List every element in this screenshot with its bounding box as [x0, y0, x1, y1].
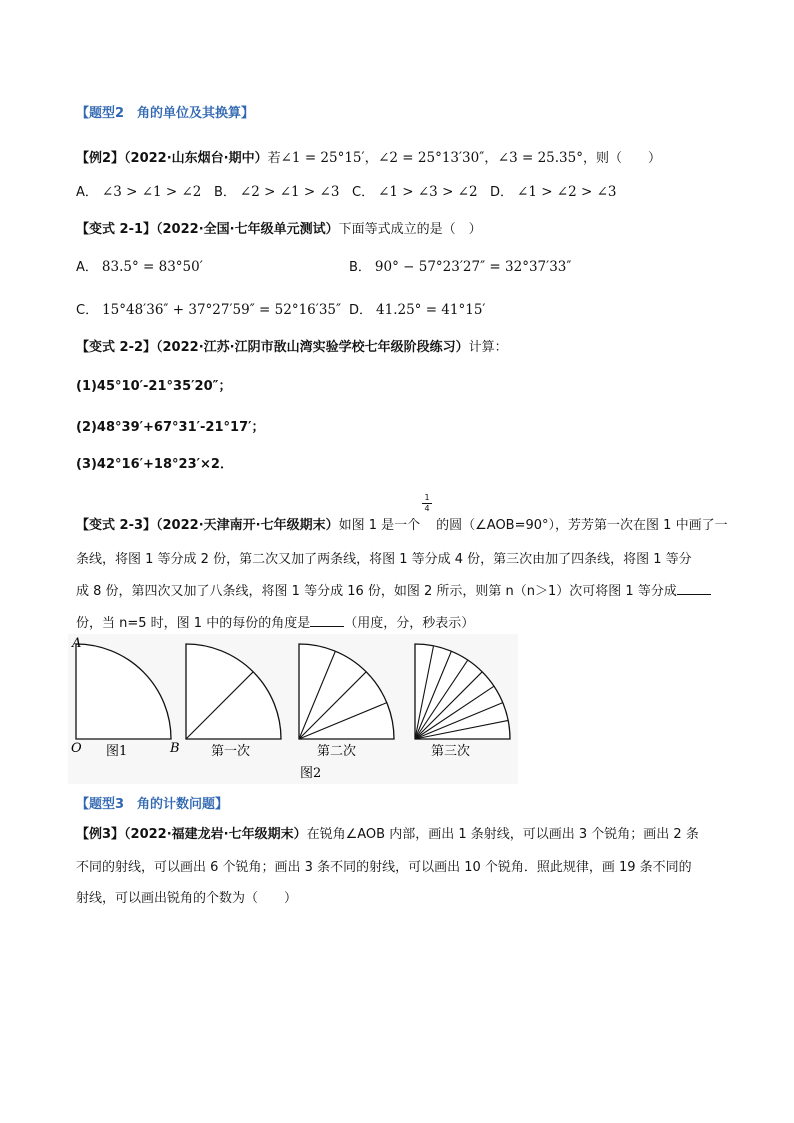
option-b	[349, 256, 571, 275]
variant-2-2-stem	[76, 336, 508, 355]
option-a	[76, 181, 201, 200]
option-letter: B．	[349, 260, 371, 275]
calc-item-1: (1)45°10′-21°35′20″；	[76, 379, 232, 394]
example-3-line1	[76, 823, 699, 842]
option-b	[214, 181, 339, 200]
option-expr: ∠2 > ∠1 > ∠3	[239, 184, 340, 200]
option-letter: A．	[76, 260, 98, 275]
option-expr: 83.5° = 83°50′	[101, 259, 203, 275]
angle-2-expr: ，∠2 = 25°13′30″	[364, 150, 485, 166]
stem-text: 在锐角∠AOB 内部，画出 1 条射线，可以画出 3 个锐角；画出 2 条	[306, 827, 699, 842]
variant-2-3-line4	[76, 612, 474, 631]
angle-3-expr: ，∠3 = 25.35°	[484, 150, 583, 166]
example-2-stem	[76, 146, 661, 166]
option-expr: ∠1 > ∠3 > ∠2	[378, 184, 478, 200]
option-d	[490, 181, 617, 200]
option-letter: B．	[214, 185, 236, 200]
option-letter: D．	[349, 303, 373, 318]
figure-caption: 图2	[300, 766, 322, 781]
source-label: （2022·山东烟台·期中）	[124, 151, 268, 166]
label-a: A	[72, 636, 82, 651]
answer-blank-2[interactable]	[310, 613, 344, 627]
quarter-circle-figure	[68, 634, 518, 784]
stem-text: 成 8 份，第四次又加了八条线，将图 1 等分成 16 份，如图 2 所示，则第 n（n＞1）次可将图 1 等分成	[76, 584, 677, 599]
section-heading-2: 【题型2 角的单位及其换算】	[76, 106, 255, 121]
stem-text: 如图 1 是一个	[338, 518, 421, 533]
option-letter: A．	[76, 185, 98, 200]
variant-2-3-line3	[76, 580, 711, 599]
example-3-line3: 射线，可以画出锐角的个数为（ ）	[76, 891, 298, 906]
option-expr: 90° − 57°23′27″ = 32°37′33″	[374, 259, 572, 275]
source-label: （2022·全国·七年级单元测试）	[156, 222, 339, 237]
example-tag: 【例3】	[76, 827, 125, 842]
caption-first: 第一次	[211, 744, 251, 759]
fraction-denominator: 4	[422, 503, 432, 513]
stem-text: 计算：	[468, 340, 508, 355]
example-3-line2: 不同的射线，可以画出 6 个锐角；画出 3 条不同的射线，可以画出 10 个锐角．照此规律，画 19 条不同的	[76, 860, 692, 875]
option-c	[76, 299, 341, 318]
stem-text: 份，当 n=5 时，图 1 中的每份的角度是	[76, 616, 311, 631]
example-tag: 【例2】	[76, 151, 125, 166]
label-o: O	[71, 741, 82, 756]
option-expr: 41.25° = 41°15′	[376, 302, 486, 318]
stem-text: 的圆（∠AOB=90°），芳芳第一次在图 1 中画了一	[436, 518, 728, 533]
option-letter: C．	[352, 185, 375, 200]
calc-item-2: (2)48°39′+67°31′-21°17′；	[76, 420, 265, 435]
stem-text: 若	[267, 151, 281, 166]
option-a	[76, 256, 203, 275]
source-label: （2022·福建龙岩·七年级期末）	[124, 827, 307, 842]
ask-text: ，则（ ）	[582, 151, 661, 166]
option-expr: ∠1 > ∠2 > ∠3	[517, 184, 617, 200]
answer-blank-1[interactable]	[677, 581, 711, 595]
calc-item-3: (3)42°16′+18°23′×2．	[76, 457, 233, 472]
caption-second: 第二次	[317, 744, 357, 759]
fraction-quarter	[422, 493, 432, 513]
variant-tag: 【变式 2-3】	[76, 518, 157, 533]
variant-2-1-stem	[76, 218, 482, 237]
caption-third: 第三次	[431, 744, 471, 759]
variant-2-3-line1	[76, 514, 728, 533]
section-heading-3: 【题型3 角的计数问题】	[76, 797, 229, 812]
stem-text: （用度，分，秒表示）	[344, 616, 475, 631]
fraction-numerator: 1	[424, 493, 430, 502]
variant-tag: 【变式 2-2】	[76, 340, 157, 355]
source-label: （2022·江苏·江阴市敔山湾实验学校七年级阶段练习）	[156, 340, 469, 355]
variant-2-3-line2: 条线，将图 1 等分成 2 份，第二次又加了两条线，将图 1 等分成 4 份，第三次由加了四条线，将图 1 等分	[76, 552, 692, 567]
option-c	[352, 181, 478, 200]
option-expr: ∠3 > ∠1 > ∠2	[101, 184, 202, 200]
caption-fig1: 图1	[106, 744, 128, 759]
label-b: B	[170, 741, 180, 756]
option-expr: 15°48′36″ + 37°27′59″ = 52°16′35″	[102, 302, 342, 318]
option-d	[349, 299, 485, 318]
variant-tag: 【变式 2-1】	[76, 222, 157, 237]
angle-1-expr: ∠1 = 25°15′	[280, 150, 365, 166]
option-letter: D．	[490, 185, 514, 200]
source-label: （2022·天津南开·七年级期末）	[156, 518, 339, 533]
stem-text: 下面等式成立的是（ ）	[338, 222, 482, 237]
option-letter: C．	[76, 303, 99, 318]
